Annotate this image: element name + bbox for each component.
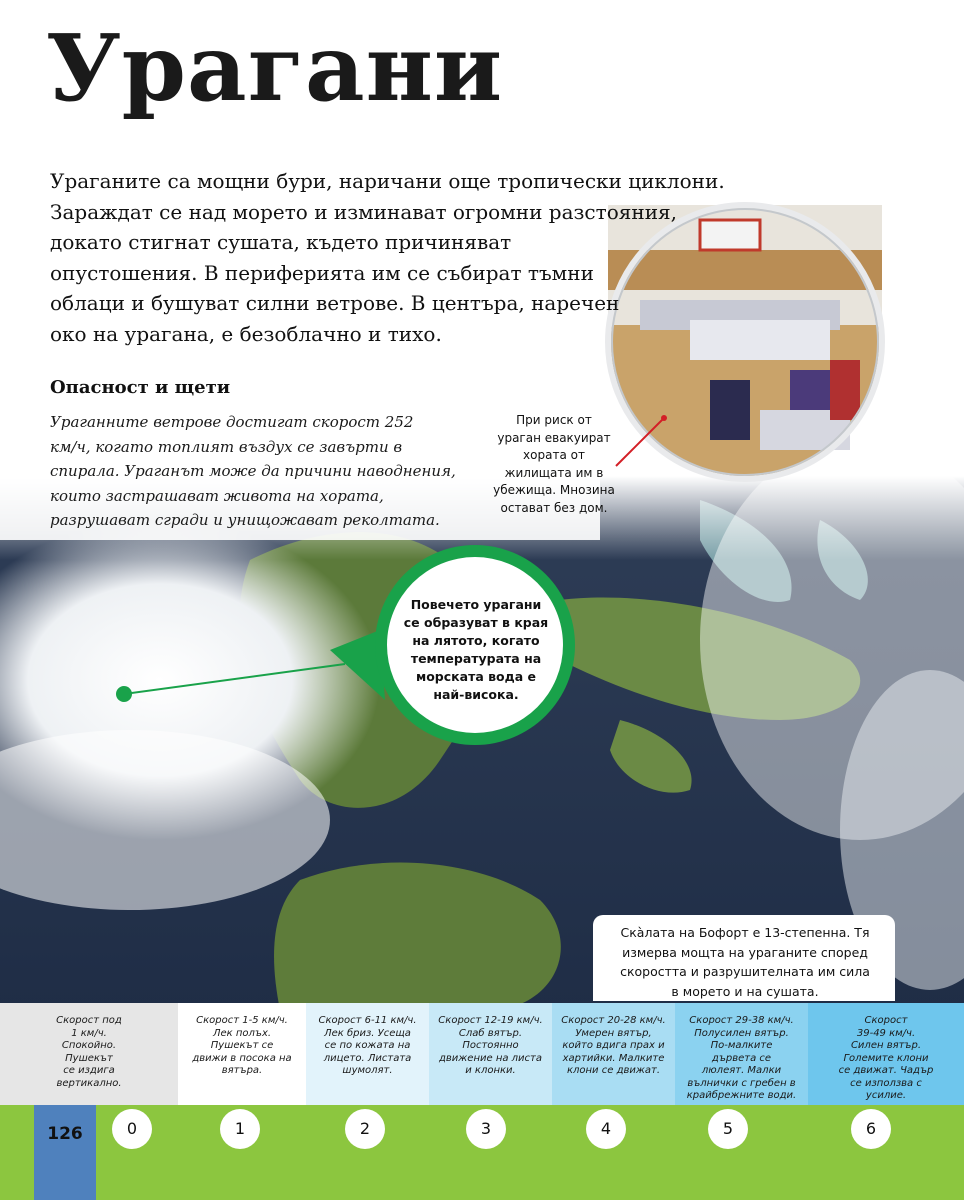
callout-line: морската вода е xyxy=(416,669,536,684)
scale-cell-4 xyxy=(552,1003,675,1105)
scale-cell-line: Големите клони xyxy=(843,1052,929,1064)
scale-cell-line: движи в посока на xyxy=(192,1052,292,1064)
photo-leader-dot xyxy=(661,415,667,421)
scale-cell-6 xyxy=(808,1003,964,1105)
callout-line: на лятото, когато xyxy=(412,633,540,648)
scale-number-4: 4 xyxy=(586,1109,626,1149)
scale-cell-line: Спокойно. xyxy=(61,1040,117,1051)
scale-cell-line: вълнички с гребен в xyxy=(687,1077,796,1089)
scale-cell-line: Пушекът се xyxy=(210,1040,274,1051)
scale-cell-5 xyxy=(675,1003,808,1105)
scale-cell-line: усилие. xyxy=(865,1090,907,1101)
scale-cell-line: и клонки. xyxy=(465,1065,516,1076)
scale-cell-line: Скорост 12-19 км/ч. xyxy=(438,1015,543,1026)
beaufort-note xyxy=(600,923,890,1001)
scale-cell-line: се използва с xyxy=(850,1077,922,1089)
scale-cell-line: люлеят. Малки xyxy=(701,1065,782,1076)
scale-cell-line: Умерен вятър, xyxy=(575,1027,652,1039)
scale-cell-line: 39-49 км/ч. xyxy=(856,1027,916,1039)
caption-line: убежища. Мнозина xyxy=(493,483,615,497)
intro-line: докато стигнат сушата, където причиняват xyxy=(50,230,512,254)
scale-cell-line: Силен вятър. xyxy=(850,1040,922,1051)
beaufort-line: в морето и на сушата. xyxy=(671,983,819,999)
danger-paragraph xyxy=(50,410,490,533)
scale-cell-line: се движат. Чадър xyxy=(838,1065,934,1076)
scale-cell-line: Скорост 29-38 км/ч. xyxy=(689,1015,794,1026)
beaufort-line: скоростта и разрушителната им сила xyxy=(620,964,870,979)
scale-cell-2 xyxy=(306,1003,429,1105)
intro-line: Зараждат се над морето и изминават огромни разстояния, xyxy=(50,199,677,224)
callout-line: най-висока. xyxy=(433,687,519,702)
scale-cell-line: крайбрежните води. xyxy=(686,1090,797,1101)
scale-cell-line: Скорост xyxy=(864,1015,908,1026)
intro-line: око на урагана, е безоблачно и тихо. xyxy=(50,321,442,346)
page-number-tab xyxy=(34,1105,96,1200)
scale-number-1: 1 xyxy=(220,1109,260,1149)
caption-line: остават без дом. xyxy=(500,500,608,515)
scale-cell-line: се по кожата на xyxy=(324,1040,411,1051)
scale-cell-line: лицето. Листата xyxy=(323,1052,412,1064)
page-title: Урагани xyxy=(46,14,504,122)
scale-number-6: 6 xyxy=(851,1109,891,1149)
beaufort-line: Скàлата на Бофорт е 13-степенна. Тя xyxy=(620,925,870,940)
beaufort-scale xyxy=(0,1003,964,1105)
scale-cell-line: По-малките xyxy=(710,1040,773,1051)
scale-cell-line: Скорост 1-5 км/ч. xyxy=(196,1015,288,1026)
scale-cell-line: Лек полъх. xyxy=(212,1027,272,1039)
scale-cell-line: Скорост 6-11 км/ч. xyxy=(318,1015,417,1026)
photo-caption xyxy=(486,412,622,517)
callout-line: Повечето урагани xyxy=(410,597,542,612)
scale-number-2: 2 xyxy=(345,1109,385,1149)
scale-cell-line: шумолят. xyxy=(342,1065,393,1076)
danger-line: Ураганните ветрове достигат скорост 252 xyxy=(50,413,414,431)
storm-eye-marker xyxy=(116,686,132,702)
danger-line: разрушават сгради и унищожават реколтата. xyxy=(50,511,440,529)
scale-number-0: 0 xyxy=(112,1109,152,1149)
intro-line: Ураганите са мощни бури, наричани още тропически циклони. xyxy=(50,169,725,193)
caption-line: хората от xyxy=(523,448,585,462)
scale-cell-line: Слаб вятър. xyxy=(458,1027,523,1039)
section-heading: Опасност и щети xyxy=(50,377,231,398)
danger-line: спирала. Ураганът може да причини наводнения, xyxy=(50,462,456,480)
scale-cell-0 xyxy=(0,1003,178,1105)
danger-line: км/ч, когато топлият въздух се завърти в xyxy=(50,437,403,456)
scale-cell-line: клони се движат. xyxy=(566,1065,661,1076)
page-number: 126 xyxy=(47,1124,83,1144)
scale-cell-line: се издига xyxy=(63,1065,115,1076)
scale-cell-line: вятъра. xyxy=(221,1065,263,1076)
scale-number-3: 3 xyxy=(466,1109,506,1149)
callout-line: се образуват в края xyxy=(403,615,549,630)
scale-cell-line: Скорост под xyxy=(56,1015,122,1026)
caption-line: При риск от xyxy=(516,413,592,427)
scale-cell-1 xyxy=(178,1003,306,1105)
scale-cell-line: Скорост 20-28 км/ч. xyxy=(561,1015,666,1026)
scale-number-5: 5 xyxy=(708,1109,748,1149)
scale-cell-line: хартийки. Малките xyxy=(562,1052,665,1064)
caption-line: ураган евакуират xyxy=(497,430,611,445)
scale-cell-line: 1 км/ч. xyxy=(71,1027,107,1039)
scale-cell-line: който вдига прах и xyxy=(562,1040,665,1051)
scale-cell-line: Лек бриз. Усеща xyxy=(324,1027,411,1039)
beaufort-line: измерва мощта на ураганите според xyxy=(622,944,868,960)
scale-cell-line: Пушекът xyxy=(65,1052,113,1064)
callout-text xyxy=(388,596,564,704)
intro-line: опустошения. В периферията им се събират тъмни xyxy=(50,260,594,285)
scale-cell-line: дървета се xyxy=(711,1052,772,1064)
caption-line: жилищата им в xyxy=(504,465,604,480)
scale-cell-line: Полусилен вятър. xyxy=(694,1027,789,1039)
intro-paragraph xyxy=(50,166,750,349)
scale-cell-line: Постоянно xyxy=(462,1040,519,1051)
danger-line: които застрашават живота на хората, xyxy=(50,486,384,505)
scale-cell-3 xyxy=(429,1003,552,1105)
callout-line: температурата на xyxy=(410,651,542,666)
scale-cell-line: вертикално. xyxy=(56,1077,122,1089)
intro-line: облаци и бушуват силни ветрове. В центъра, наречен xyxy=(50,291,620,315)
scale-cell-line: движение на листа xyxy=(438,1052,543,1064)
